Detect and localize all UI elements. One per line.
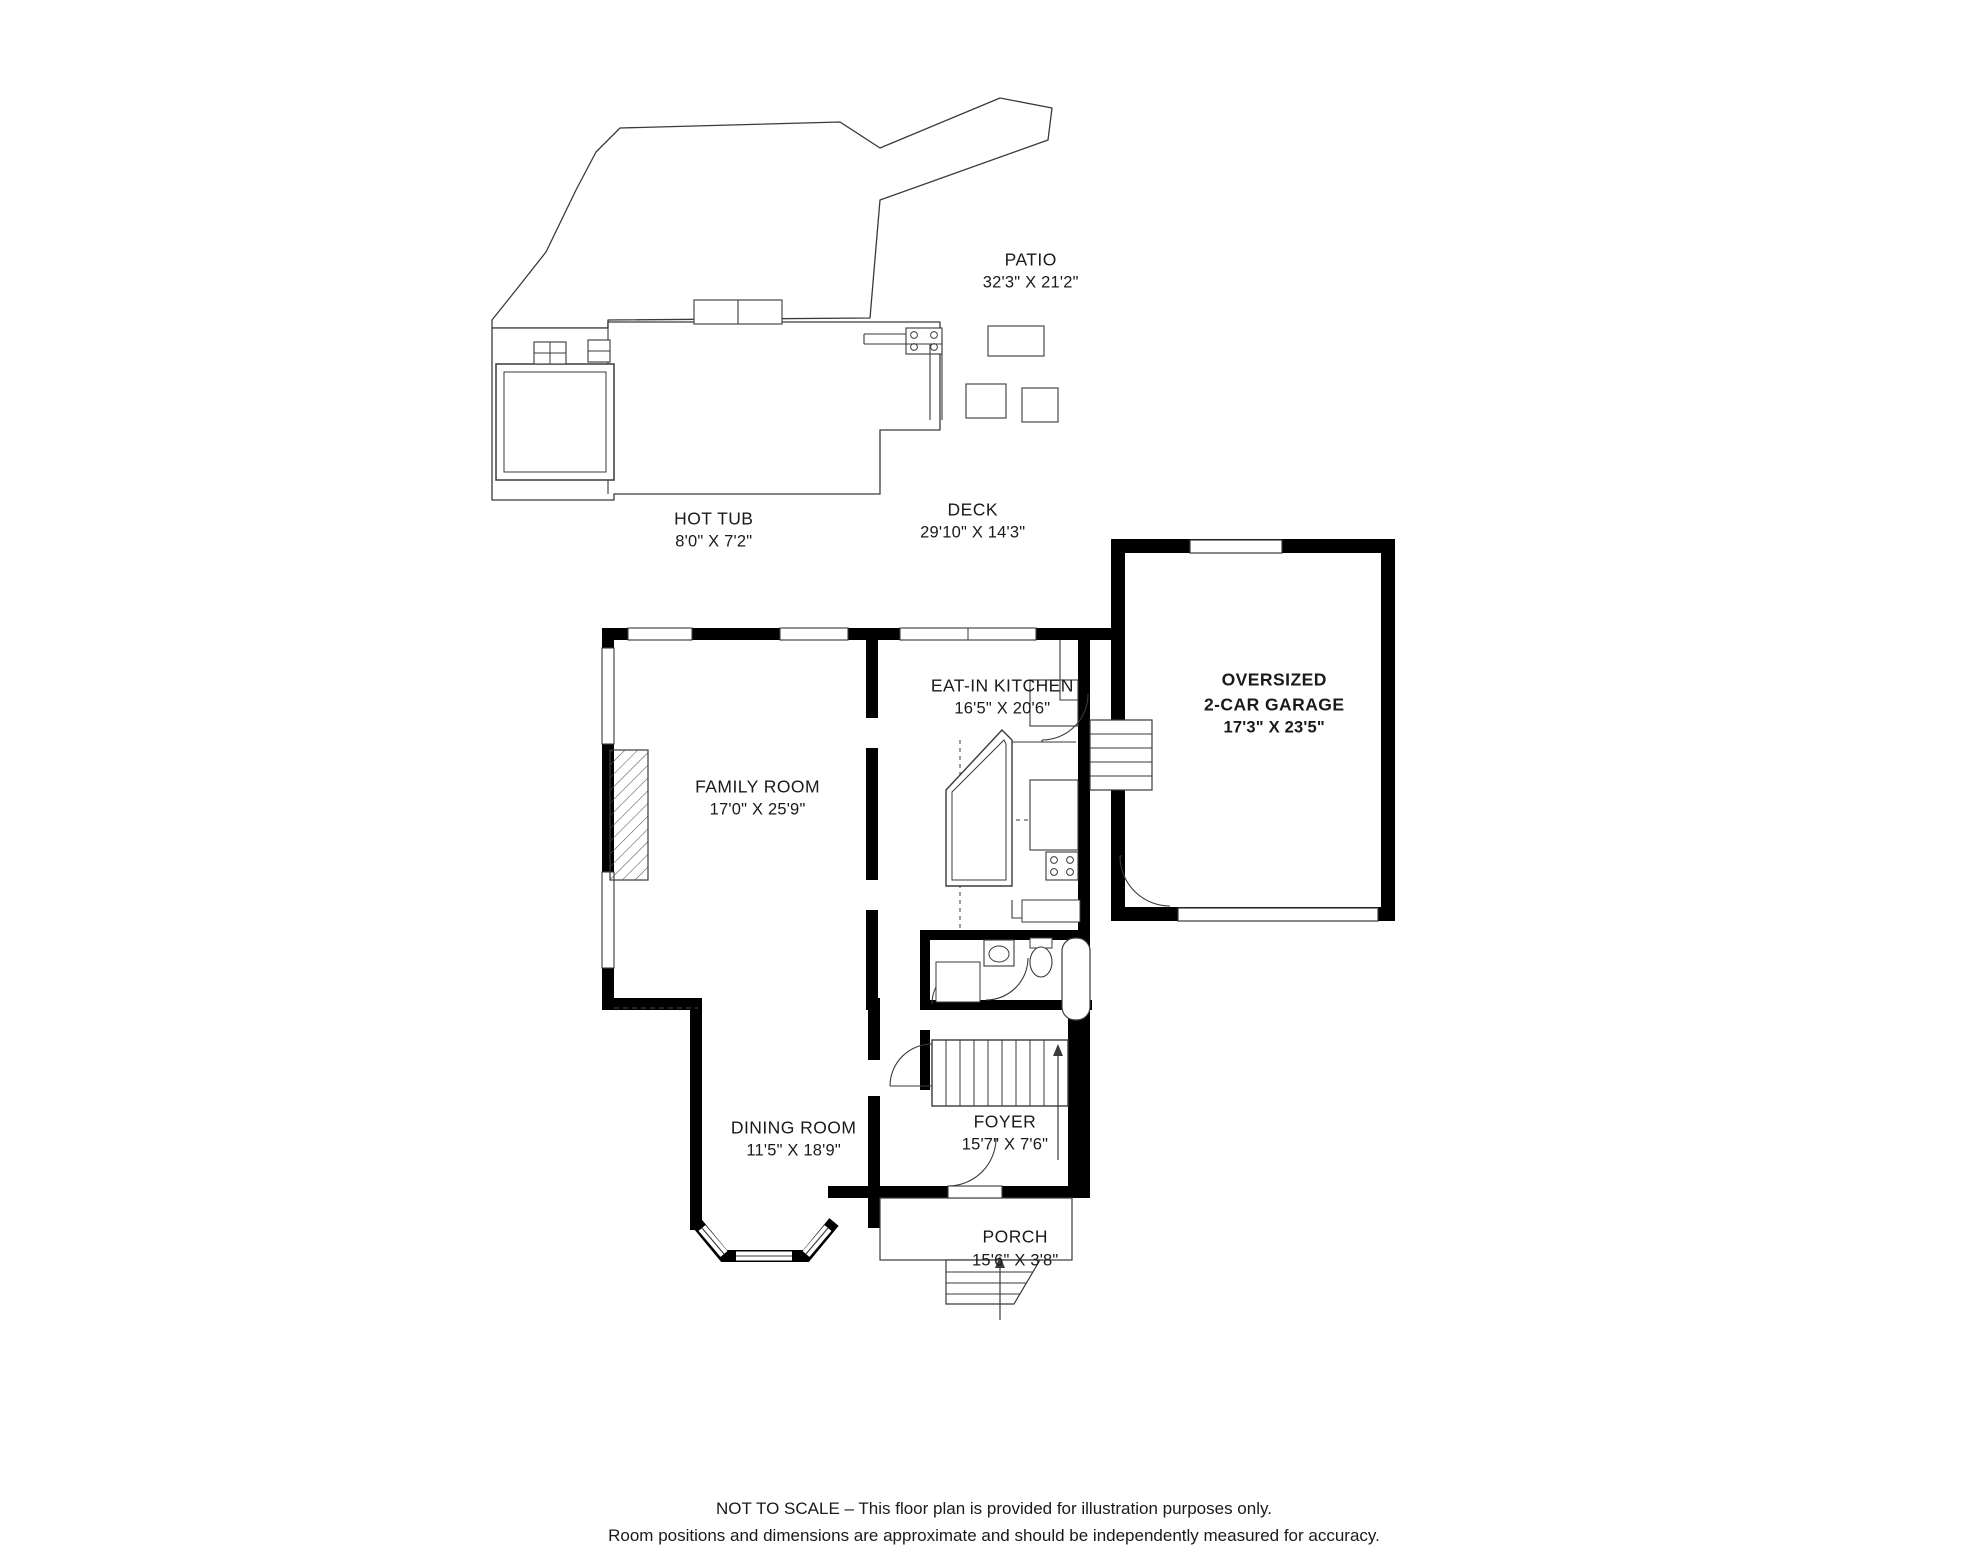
front-porch [880,1138,1072,1320]
windows [602,628,1036,1256]
room-dims-dining-room: 11'5" X 18'9" [746,1141,841,1160]
room-dims-garage: 17'3" X 23'5" [1223,718,1325,737]
room-name-deck: DECK [947,499,998,520]
patio-outline [492,98,1052,328]
foyer-stairs [890,1040,1068,1160]
room-name-hot-tub: HOT TUB [674,508,754,529]
disclaimer [0,1495,1988,1549]
room-dims-patio: 32'3" X 21'2" [982,273,1079,292]
room-name-family-room: FAMILY ROOM [695,776,821,797]
deck-step-detail [694,300,782,324]
room-dims-porch: 15'6" X 3'8" [972,1251,1059,1270]
disclaimer-line-2: Room positions and dimensions are approximate and should be independently measured for accuracy. [608,1525,1380,1545]
room-dims-deck: 29'10" X 14'3" [920,523,1026,542]
room-name-garage: OVERSIZED [1221,669,1327,690]
room-name-dining-room: DINING ROOM [730,1117,857,1138]
room-dims-hot-tub: 8'0" X 7'2" [675,532,753,551]
room-dims-foyer: 15'7" X 7'6" [961,1135,1049,1154]
disclaimer-line-1: NOT TO SCALE – This floor plan is provided for illustration purposes only. [716,1498,1272,1518]
room-dims-family-room: 17'0" X 25'9" [709,800,806,819]
room-name-kitchen: EAT-IN KITCHEN [930,675,1074,696]
room-name-garage-2: 2-CAR GARAGE [1203,694,1345,715]
kitchen-fixtures [946,640,1088,922]
garage-walls [1118,540,1388,921]
room-name-foyer: FOYER [973,1111,1037,1132]
room-name-patio: PATIO [1004,249,1057,270]
room-name-porch: PORCH [982,1227,1048,1247]
room-dims-kitchen: 16'5" X 20'6" [954,699,1051,718]
